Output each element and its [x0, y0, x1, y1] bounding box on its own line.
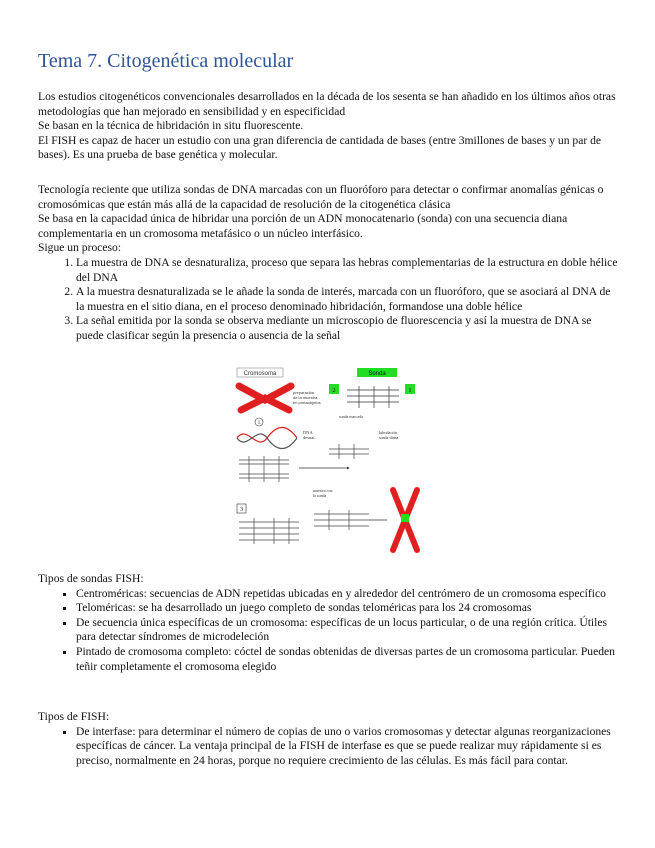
fish-types-heading: Tipos de FISH: [38, 710, 110, 723]
probe-types-section [38, 572, 618, 674]
svg-text:muestra con: muestra con [313, 488, 333, 493]
svg-text:la sonda: la sonda [313, 493, 327, 498]
intro-section [38, 90, 618, 163]
process-steps-list [38, 256, 618, 344]
svg-text:de la muestra: de la muestra [293, 395, 318, 400]
svg-text:desnat.: desnat. [303, 435, 316, 440]
svg-text:1: 1 [408, 388, 412, 394]
process-step: 1. La muestra de DNA se desnaturaliza, proceso que separa las hebras complementarias de la estructura en doble hélice del DNA [76, 256, 618, 285]
probe-type-item: ▪ Teloméricas: se ha desarrollado un juego completo de sondas teloméricas para los 24 cromosomas [76, 601, 618, 616]
tech-paragraph: Sigue un proceso: [38, 241, 122, 255]
intro-paragraph: Se basan en la técnica de hibridación in situ fluorescente. [38, 119, 304, 133]
svg-text:1: 1 [257, 421, 261, 426]
intro-paragraph: El FISH es capaz de hacer un estudio con una gran diferencia de cantidada de bases (entre 3millones de bases y un par de bases). Es una prueba de base genética y molecular. [38, 133, 602, 162]
probe-types-list [38, 587, 618, 675]
probe-label: Sonda [368, 371, 386, 377]
probe-types-heading: Tipos de sondas FISH: [38, 572, 144, 585]
tech-paragraph: Tecnología reciente que utiliza sondas de DNA marcadas con un fluoróforo para detectar o confirmar anomalías génicas o cromosómicas que están más allá de la capacidad de resolución de la citogenética clásica [38, 183, 604, 211]
svg-text:sonda-diana: sonda-diana [379, 435, 399, 440]
svg-text:hibridación: hibridación [379, 430, 398, 435]
svg-text:preparación: preparación [293, 390, 315, 395]
svg-text:2: 2 [332, 388, 336, 394]
fish-process-diagram [229, 364, 425, 564]
fish-types-list [38, 725, 618, 769]
process-step: 3. La señal emitida por la sonda se observa mediante un microscopio de fluorescencia y así la muestra de DNA se puede clasificar según la presencia o ausencia de la señal [76, 314, 618, 343]
svg-text:sonda marcada: sonda marcada [339, 414, 363, 419]
technology-section [38, 183, 618, 344]
svg-text:3: 3 [240, 507, 243, 513]
page-title: Tema 7. Citogenética molecular [38, 50, 294, 72]
fish-type-item: ▪ De interfase: para determinar el número de copias de uno o varios cromosomas y detectar algunas reorganizaciones específicas de cáncer. La ventaja principal de la FISH de interfase es que se puede realizar muy rápidamente si es preciso, normalmente en 24 horas, porque no requiere crecimiento de las células. Es más fácil para contar. [76, 725, 618, 769]
probe-type-item: ▪ Centroméricas: secuencias de ADN repetidas ubicadas en y alrededor del centrómero de un cromosoma específico [76, 587, 618, 602]
svg-text:DNA: DNA [303, 430, 313, 435]
probe-type-item: ▪ De secuencia única específicas de un cromosoma: específicas de un locus particular, o de una región crítica. Útiles para detectar síndromes de microdeleción [76, 616, 618, 645]
tech-paragraph: Se basa en la capacidad única de hibridar una porción de un ADN monocatenario (sonda) con una secuencia diana complementaria en un cromosoma metafásico o un núcleo interfásico. [38, 212, 568, 240]
chromosome-label: Cromosoma [243, 371, 277, 377]
fish-types-section [38, 710, 618, 768]
intro-paragraph: Los estudios citogenéticos convencionales desarrollados en la década de los sesenta se han añadido en los últimos años otras metodologías que han mejorado en sensibilidad y en especificidad [38, 90, 616, 118]
probe-type-item: ▪ Pintado de cromosoma completo: cóctel de sondas obtenidas de diversas partes de un cromosoma particular. Pueden teñir completamente el cromosoma elegido [76, 645, 618, 674]
process-step: 2. A la muestra desnaturalizada se le añade la sonda de interés, marcada con un fluoróforo, que se asociará al DNA de la muestra en el sitio diana, en el proceso denominado hibridación, formandose una doble hélice [76, 285, 618, 314]
svg-text:en portaobjetos: en portaobjetos [293, 400, 321, 405]
